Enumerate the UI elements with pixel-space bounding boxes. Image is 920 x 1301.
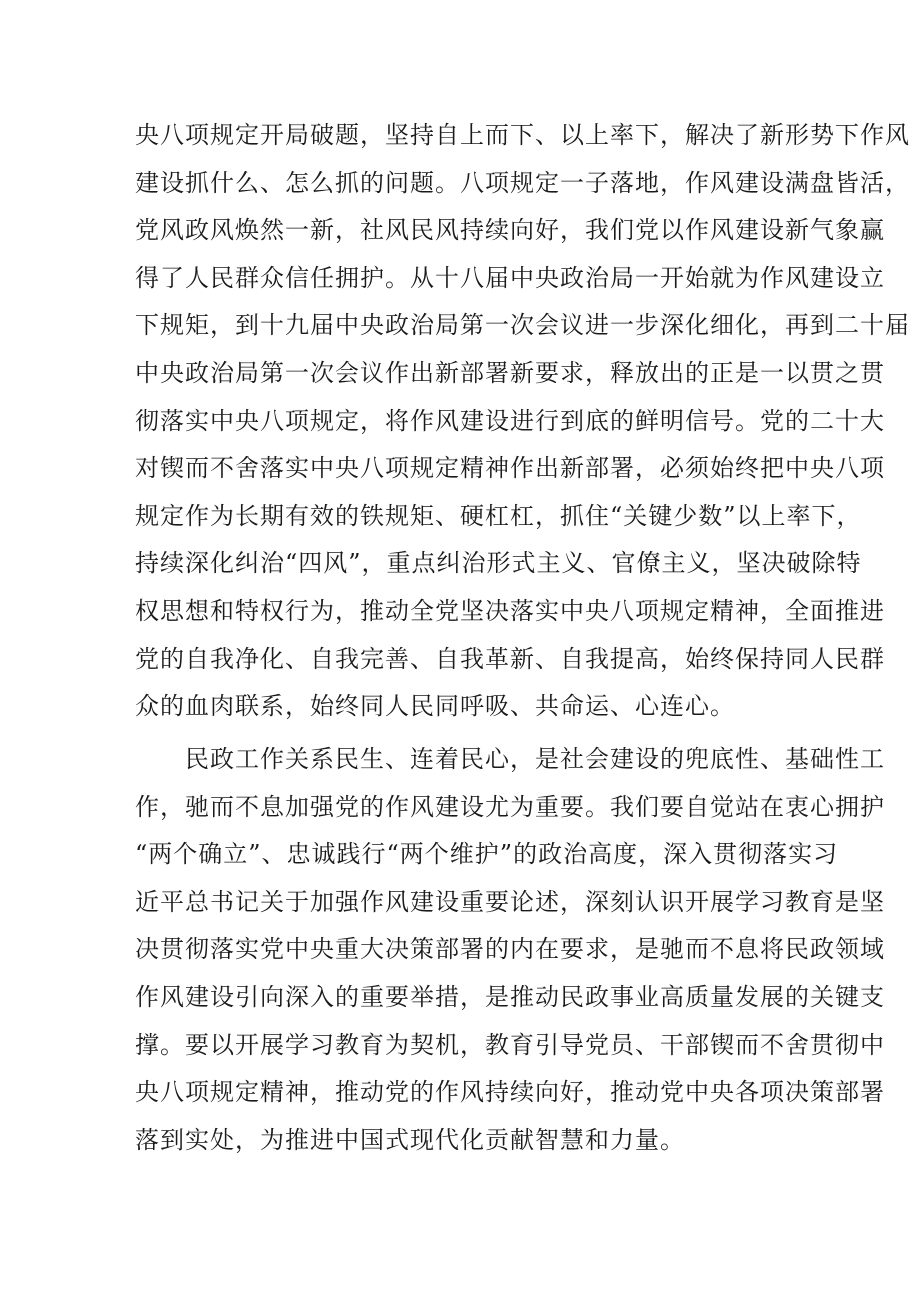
- paragraph-line: 撑。要以开展学习教育为契机，教育引导党员、干部锲而不舍贯彻中: [135, 1030, 885, 1059]
- paragraph-1: [135, 112, 910, 731]
- paragraph-line: 权思想和特权行为，推动全党坚决落实中央八项规定精神，全面推进: [135, 596, 885, 625]
- paragraph-line: 下规矩，到十九届中央政治局第一次会议进一步深化细化，再到二十届: [135, 311, 910, 340]
- paragraph-line: 得了人民群众信任拥护。从十八届中央政治局一开始就为作风建设立: [135, 263, 885, 292]
- paragraph-line: 党风政风焕然一新，社风民风持续向好，我们党以作风建设新气象赢: [135, 216, 885, 245]
- paragraph-line: 民政工作关系民生、连着民心，是社会建设的兜底性、基础性工: [135, 745, 885, 773]
- paragraph-line: 彻落实中央八项规定，将作风建设进行到底的鲜明信号。党的二十大: [135, 406, 885, 435]
- paragraph-line: 落到实处，为推进中国式现代化贡献智慧和力量。: [135, 1125, 685, 1154]
- paragraph-line: 决贯彻落实党中央重大决策部署的内在要求，是驰而不息将民政领域: [135, 935, 885, 964]
- paragraph-line: 作，驰而不息加强党的作风建设尤为重要。我们要自觉站在衷心拥护: [135, 792, 885, 821]
- paragraph-line: 作风建设引向深入的重要举措，是推动民政事业高质量发展的关键支: [135, 982, 885, 1011]
- paragraph-line: “两个确立”、忠诚践行“两个维护”的政治高度，深入贯彻落实习: [135, 840, 839, 869]
- paragraph-line: 党的自我净化、自我完善、自我革新、自我提高，始终保持同人民群: [135, 644, 885, 673]
- paragraph-2: [135, 736, 885, 1164]
- paragraph-line: 持续深化纠治“四风”，重点纠治形式主义、官僚主义，坚决破除特: [135, 549, 862, 578]
- paragraph-line: 近平总书记关于加强作风建设重要论述，深刻认识开展学习教育是坚: [135, 887, 885, 916]
- paragraph-line: 中央政治局第一次会议作出新部署新要求，释放出的正是一以贯之贯: [135, 358, 885, 387]
- paragraph-line: 央八项规定开局破题，坚持自上而下、以上率下，解决了新形势下作风: [135, 121, 910, 149]
- paragraph-line: 规定作为长期有效的铁规矩、硬杠杠，抓住“关键少数”以上率下，: [135, 501, 862, 530]
- paragraph-line: 众的血肉联系，始终同人民同呼吸、共命运、心连心。: [135, 692, 735, 721]
- paragraph-line: 对锲而不舍落实中央八项规定精神作出新部署，必须始终把中央八项: [135, 454, 885, 483]
- paragraph-line: 央八项规定精神，推动党的作风持续向好，推动党中央各项决策部署: [135, 1078, 885, 1107]
- paragraph-line: 建设抓什么、怎么抓的问题。八项规定一子落地，作风建设满盘皆活，: [135, 168, 910, 197]
